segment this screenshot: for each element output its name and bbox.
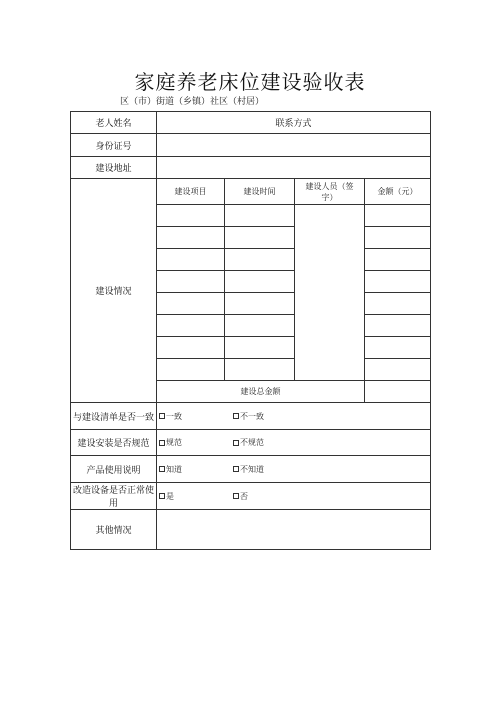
time-cell[interactable] — [225, 271, 295, 293]
other-field[interactable] — [157, 510, 431, 550]
checkbox-icon[interactable] — [233, 466, 239, 472]
time-cell[interactable] — [225, 205, 295, 227]
installation-no-option[interactable] — [231, 437, 305, 448]
amount-header: 金额（元） — [365, 179, 431, 205]
time-header: 建设时间 — [225, 179, 295, 205]
time-cell[interactable] — [225, 249, 295, 271]
time-cell[interactable] — [225, 227, 295, 249]
checkbox-icon[interactable] — [159, 440, 165, 446]
staff-header — [295, 179, 365, 205]
option-label: 不一致 — [240, 411, 264, 421]
equipment-label-line1: 改造设备是否正常使 — [72, 486, 154, 496]
item-cell[interactable] — [157, 249, 225, 271]
installation-options — [157, 430, 431, 456]
form-title: 家庭养老床位建设验收表 — [134, 70, 366, 94]
amount-cell[interactable] — [365, 337, 431, 359]
item-cell[interactable] — [157, 293, 225, 315]
id-number-field[interactable] — [157, 134, 431, 157]
staff-signature-cell[interactable] — [295, 205, 365, 381]
installation-label: 建设安装是否规范 — [71, 430, 157, 456]
option-label: 知道 — [166, 464, 182, 474]
staff-header-line2: 字） — [321, 192, 338, 202]
amount-cell[interactable] — [365, 205, 431, 227]
item-cell[interactable] — [157, 271, 225, 293]
checkbox-icon[interactable] — [233, 493, 239, 499]
acceptance-form-table — [70, 111, 431, 550]
option-label: 不知道 — [240, 464, 264, 474]
time-cell[interactable] — [225, 315, 295, 337]
time-cell[interactable] — [225, 337, 295, 359]
id-number-label: 身份证号 — [71, 134, 157, 157]
other-label: 其他情况 — [71, 510, 157, 550]
equipment-options — [157, 483, 431, 510]
amount-cell[interactable] — [365, 271, 431, 293]
name-label: 老人姓名 — [71, 112, 157, 134]
option-label: 否 — [240, 491, 248, 501]
item-header: 建设项目 — [157, 179, 225, 205]
checkbox-icon[interactable] — [159, 413, 165, 419]
equipment-label-line2: 用 — [108, 499, 118, 509]
item-cell[interactable] — [157, 315, 225, 337]
total-label: 建设总金额 — [157, 381, 365, 403]
amount-cell[interactable] — [365, 293, 431, 315]
consistency-options — [157, 403, 431, 430]
consistency-yes-option[interactable] — [157, 411, 231, 422]
location-line: 区（市）街道（乡镇）社区（村居） — [120, 97, 265, 107]
item-cell[interactable] — [157, 227, 225, 249]
manual-options — [157, 456, 431, 483]
checkbox-icon[interactable] — [233, 440, 239, 446]
item-cell[interactable] — [157, 337, 225, 359]
checkbox-icon[interactable] — [159, 493, 165, 499]
manual-no-option[interactable] — [231, 464, 305, 475]
address-label: 建设地址 — [71, 157, 157, 179]
equipment-no-option[interactable] — [231, 491, 305, 502]
amount-cell[interactable] — [365, 227, 431, 249]
consistency-no-option[interactable] — [231, 411, 305, 422]
time-cell[interactable] — [225, 293, 295, 315]
equipment-yes-option[interactable] — [157, 491, 231, 502]
installation-yes-option[interactable] — [157, 437, 231, 448]
option-label: 不规范 — [240, 438, 264, 447]
amount-cell[interactable] — [365, 359, 431, 381]
contact-label: 联系方式 — [157, 112, 431, 134]
consistency-label: 与建设清单是否一致 — [71, 403, 157, 430]
amount-cell[interactable] — [365, 249, 431, 271]
option-label: 是 — [166, 491, 174, 501]
item-cell[interactable] — [157, 359, 225, 381]
staff-header-line1: 建设人员（签 — [305, 181, 354, 191]
item-cell[interactable] — [157, 205, 225, 227]
manual-yes-option[interactable] — [157, 464, 231, 475]
option-label: 规范 — [166, 438, 182, 447]
total-amount-cell[interactable] — [365, 381, 431, 403]
time-cell[interactable] — [225, 359, 295, 381]
checkbox-icon[interactable] — [159, 466, 165, 472]
option-label: 一致 — [166, 411, 182, 421]
checkbox-icon[interactable] — [233, 413, 239, 419]
manual-label: 产品使用说明 — [71, 456, 157, 483]
construction-label: 建设情况 — [71, 179, 157, 403]
equipment-label — [71, 483, 157, 510]
address-field[interactable] — [157, 157, 431, 179]
amount-cell[interactable] — [365, 315, 431, 337]
